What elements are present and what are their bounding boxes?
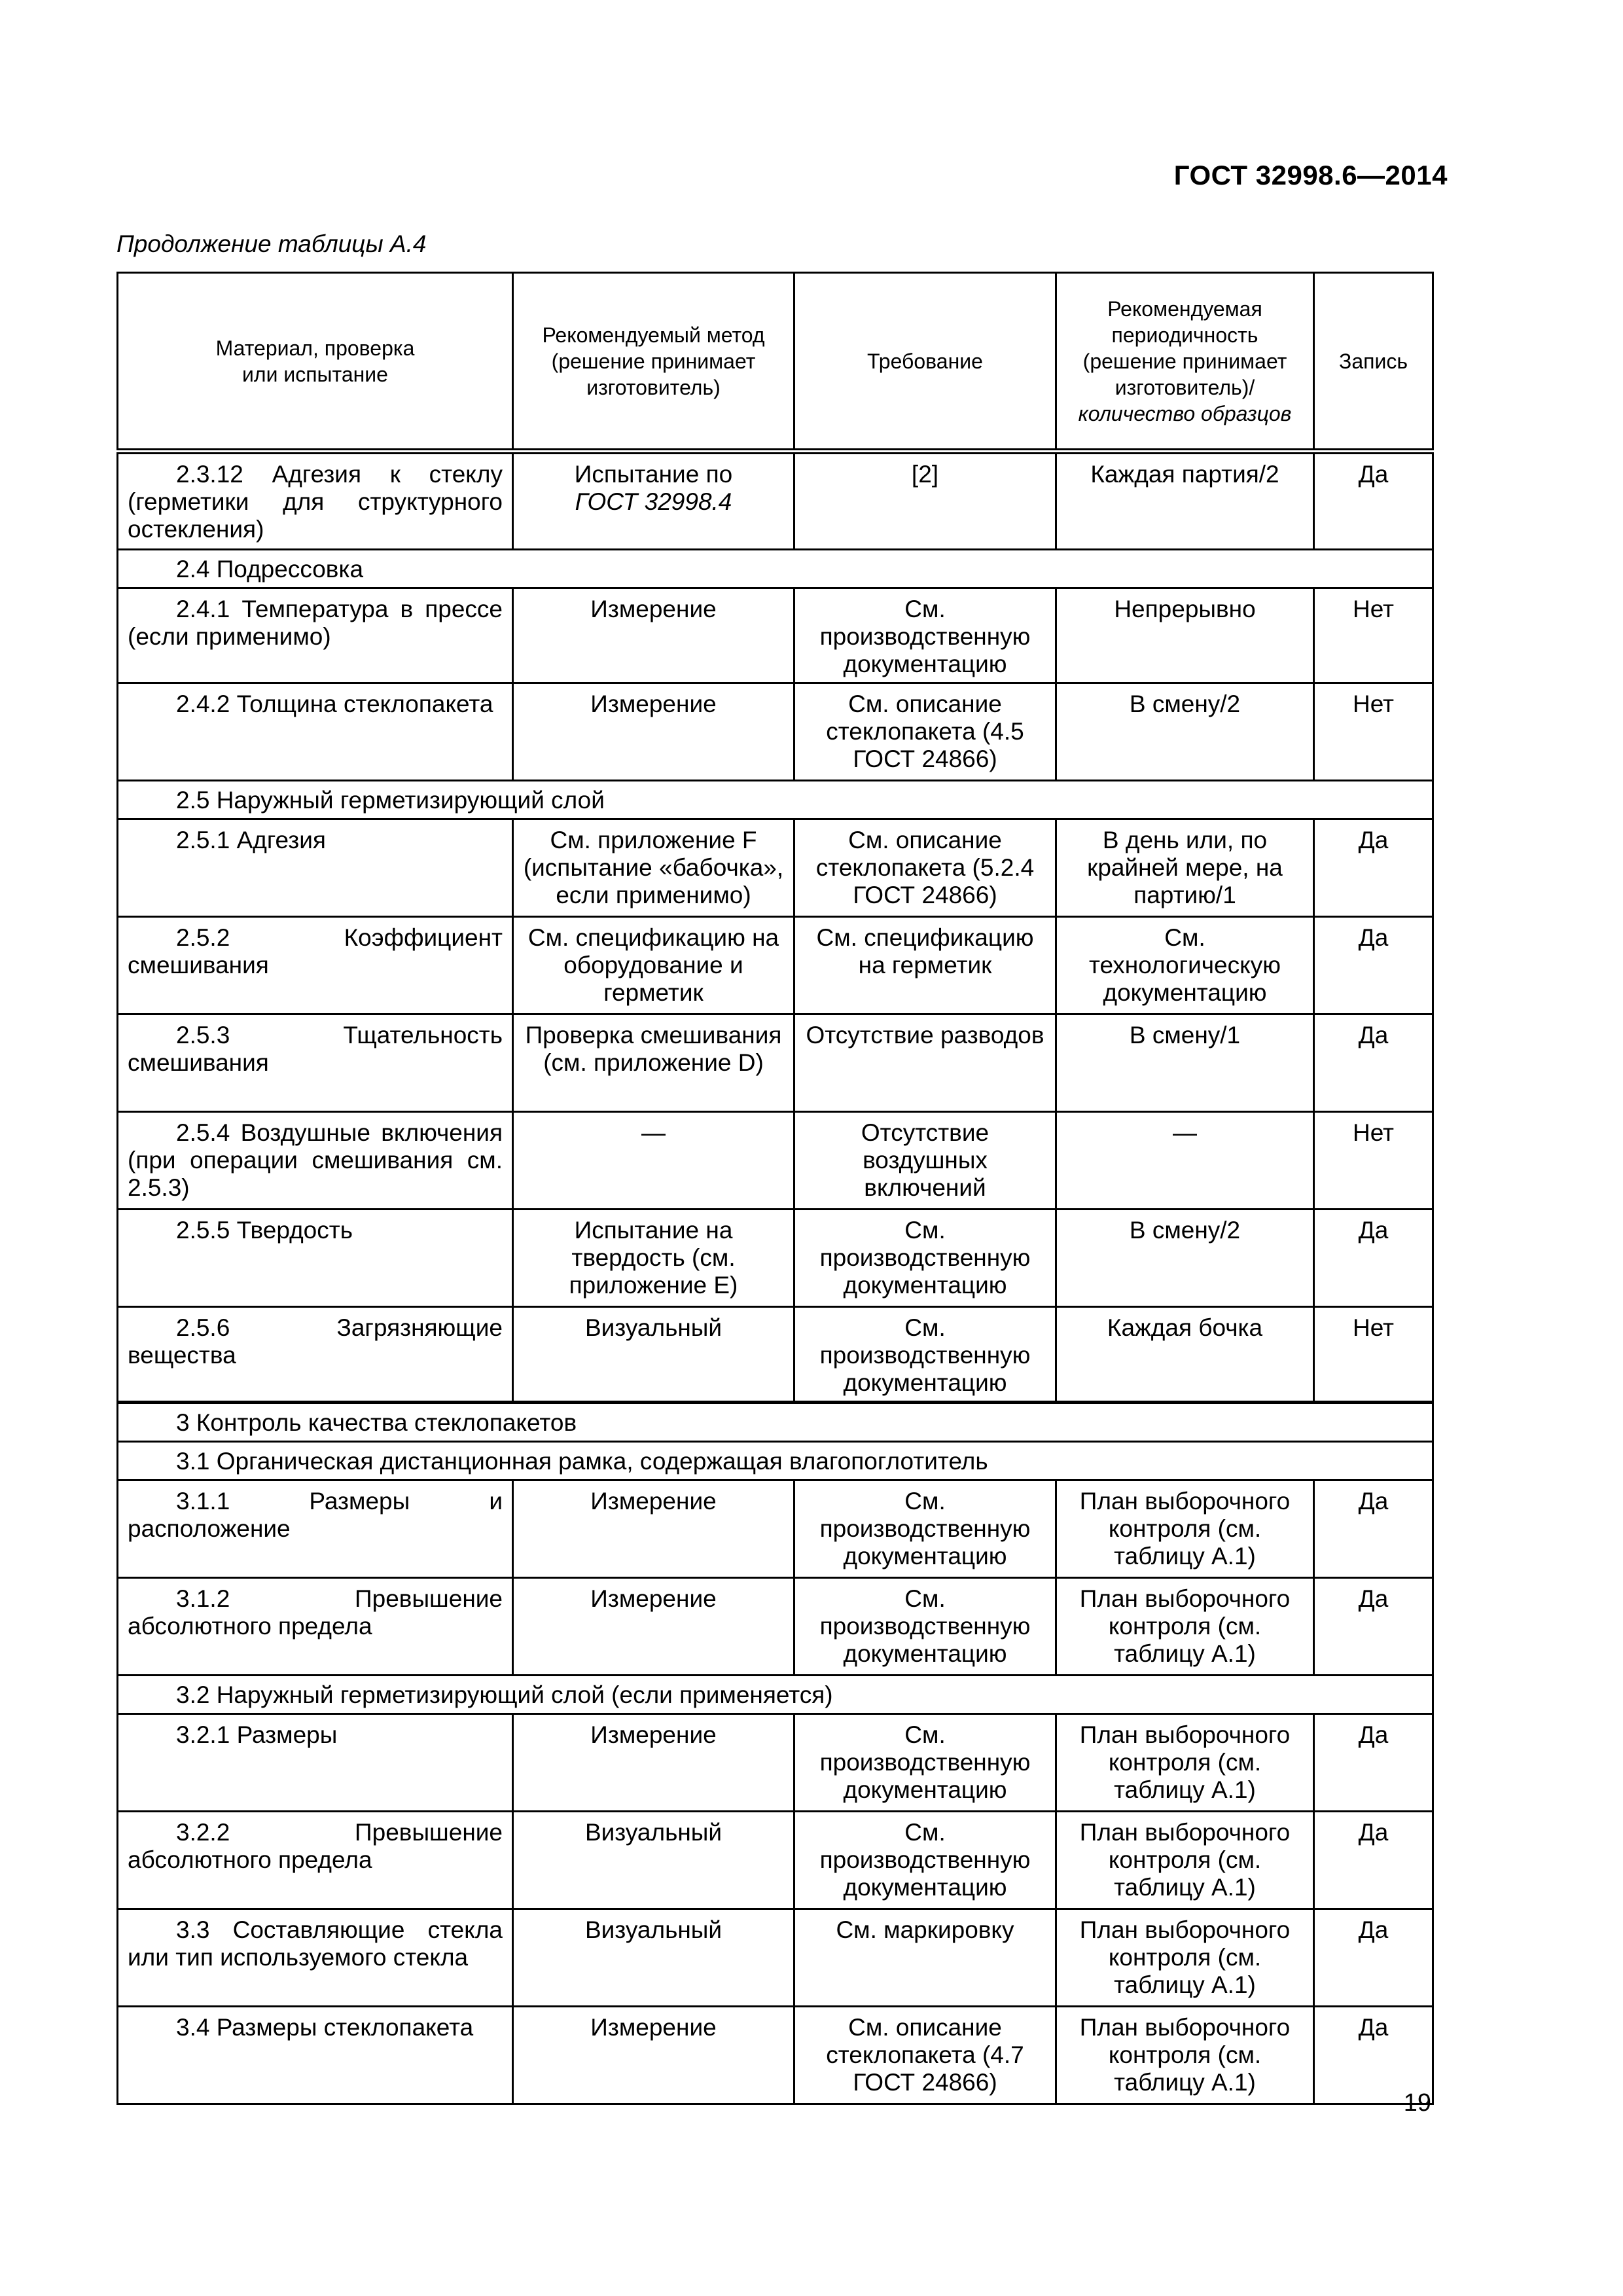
- cell-period: В смену/2: [1056, 683, 1314, 781]
- cell-record: Нет: [1314, 1307, 1433, 1403]
- cell-period: План выборочного контроля (см. таблицу А.1): [1056, 1812, 1314, 1909]
- cell-record: Да: [1314, 1714, 1433, 1812]
- table-row: [118, 1480, 1433, 1578]
- cell-item: 2.5.5 Твердость: [118, 1210, 513, 1307]
- table-row: [118, 1112, 1433, 1210]
- cell-period: В смену/1: [1056, 1014, 1314, 1112]
- cell-requirement: См. производственную документацию: [794, 1578, 1056, 1676]
- cell-method: Визуальный: [513, 1909, 794, 2007]
- cell-method: —: [513, 1112, 794, 1210]
- cell-item: 2.5.2 Коэффициент смешивания: [118, 917, 513, 1014]
- table-row: [118, 1014, 1433, 1112]
- cell-period: План выборочного контроля (см. таблицу А.1): [1056, 1909, 1314, 2007]
- cell-record: Да: [1314, 1480, 1433, 1578]
- cell-record: Да: [1314, 917, 1433, 1014]
- table-caption: Продолжение таблицы А.4: [116, 230, 427, 257]
- cell-record: Да: [1314, 2007, 1433, 2104]
- table-row: [118, 1307, 1433, 1403]
- table-row: [118, 917, 1433, 1014]
- cell-method: См. приложение F (испытание «бабочка», если применимо): [513, 819, 794, 917]
- table-row: [118, 1909, 1433, 2007]
- cell-record: Нет: [1314, 588, 1433, 683]
- cell-requirement: Отсутствие воздушных включений: [794, 1112, 1056, 1210]
- cell-record: Нет: [1314, 1112, 1433, 1210]
- cell-period: План выборочного контроля (см. таблицу А.1): [1056, 1578, 1314, 1676]
- table-row: [118, 683, 1433, 781]
- cell-method: Проверка смешивания (см. приложение D): [513, 1014, 794, 1112]
- section-row: [118, 781, 1433, 819]
- section-row: [118, 550, 1433, 588]
- section-row: [118, 1442, 1433, 1480]
- cell-record: Нет: [1314, 683, 1433, 781]
- cell-requirement: См. производственную документацию: [794, 1480, 1056, 1578]
- cell-method: Испытание по ГОСТ 32998.4: [513, 452, 794, 550]
- table-body: [118, 452, 1433, 2104]
- table-row: [118, 452, 1433, 550]
- cell-requirement: См. описание стеклопакета (4.5 ГОСТ 24866): [794, 683, 1056, 781]
- cell-method: Испытание на твердость (см. приложение Е): [513, 1210, 794, 1307]
- cell-method: Измерение: [513, 2007, 794, 2104]
- header-record: Запись: [1314, 273, 1433, 452]
- section-title: 2.4 Подрессовка: [118, 550, 1433, 588]
- section-title: 2.5 Наружный герметизирующий слой: [118, 781, 1433, 819]
- cell-item: 3.1.1 Размеры и расположение: [118, 1480, 513, 1578]
- cell-period: Непрерывно: [1056, 588, 1314, 683]
- table-row: [118, 588, 1433, 683]
- cell-period: План выборочного контроля (см. таблицу А.1): [1056, 1480, 1314, 1578]
- cell-requirement: См. производственную документацию: [794, 1307, 1056, 1403]
- table-row: [118, 1812, 1433, 1909]
- section-row: [118, 1676, 1433, 1714]
- table-row: [118, 819, 1433, 917]
- cell-item: 3.3 Составляющие стекла или тип используемого стекла: [118, 1909, 513, 2007]
- header-method: Рекомендуемый метод (решение принимает изготовитель): [513, 273, 794, 452]
- page-number: 19: [1403, 2089, 1431, 2117]
- cell-item: 2.3.12 Адгезия к стеклу (герметики для структурного остекления): [118, 452, 513, 550]
- cell-item: 3.2.1 Размеры: [118, 1714, 513, 1812]
- header-requirement: Требование: [794, 273, 1056, 452]
- cell-requirement: См. производственную документацию: [794, 1210, 1056, 1307]
- section-row: [118, 1403, 1433, 1442]
- cell-item: 3.4 Размеры стеклопакета: [118, 2007, 513, 2104]
- standard-designation: ГОСТ 32998.6—2014: [1173, 160, 1448, 190]
- cell-period: В смену/2: [1056, 1210, 1314, 1307]
- table-row: [118, 1714, 1433, 1812]
- cell-period: В день или, по крайней мере, на партию/1: [1056, 819, 1314, 917]
- header-material: Материал, проверка или испытание: [118, 273, 513, 452]
- cell-requirement: См. маркировку: [794, 1909, 1056, 2007]
- cell-method: См. спецификацию на оборудование и герметик: [513, 917, 794, 1014]
- cell-item: 2.5.6 Загрязняющие вещества: [118, 1307, 513, 1403]
- cell-item: 3.2.2 Превышение абсолютного предела: [118, 1812, 513, 1909]
- cell-record: Да: [1314, 1909, 1433, 2007]
- header-periodicity: Рекомендуемая периодичность (решение принимает изготовитель)/ количество образцов: [1056, 273, 1314, 452]
- section-title: 3 Контроль качества стеклопакетов: [118, 1403, 1433, 1442]
- cell-requirement: См. спецификацию на герметик: [794, 917, 1056, 1014]
- inspection-table: [116, 272, 1434, 2105]
- table-row: [118, 2007, 1433, 2104]
- cell-requirement: См. производственную документацию: [794, 1812, 1056, 1909]
- cell-item: 2.5.4 Воздушные включения (при операции смешивания см. 2.5.3): [118, 1112, 513, 1210]
- cell-requirement: [2]: [794, 452, 1056, 550]
- cell-item: 2.5.1 Адгезия: [118, 819, 513, 917]
- cell-period: См. технологическую документацию: [1056, 917, 1314, 1014]
- section-title: 3.2 Наружный герметизирующий слой (если применяется): [118, 1676, 1433, 1714]
- cell-method: Измерение: [513, 1480, 794, 1578]
- cell-requirement: См. описание стеклопакета (5.2.4 ГОСТ 24866): [794, 819, 1056, 917]
- cell-period: —: [1056, 1112, 1314, 1210]
- cell-record: Да: [1314, 1812, 1433, 1909]
- cell-method: Измерение: [513, 588, 794, 683]
- cell-item: 2.4.2 Толщина стеклопакета: [118, 683, 513, 781]
- cell-record: Да: [1314, 1210, 1433, 1307]
- cell-requirement: См. производственную документацию: [794, 588, 1056, 683]
- cell-item: 3.1.2 Превышение абсолютного предела: [118, 1578, 513, 1676]
- cell-item: 2.4.1 Температура в прессе (если применимо): [118, 588, 513, 683]
- cell-requirement: См. производственную документацию: [794, 1714, 1056, 1812]
- cell-item: 2.5.3 Тщательность смешивания: [118, 1014, 513, 1112]
- cell-period: Каждая партия/2: [1056, 452, 1314, 550]
- cell-period: План выборочного контроля (см. таблицу А.1): [1056, 1714, 1314, 1812]
- cell-method: Измерение: [513, 683, 794, 781]
- table-header: [118, 273, 1433, 452]
- table-row: [118, 1578, 1433, 1676]
- cell-method: Визуальный: [513, 1307, 794, 1403]
- cell-record: Да: [1314, 452, 1433, 550]
- cell-period: Каждая бочка: [1056, 1307, 1314, 1403]
- table-row: [118, 1210, 1433, 1307]
- cell-record: Да: [1314, 819, 1433, 917]
- cell-requirement: См. описание стеклопакета (4.7 ГОСТ 24866): [794, 2007, 1056, 2104]
- cell-method: Измерение: [513, 1578, 794, 1676]
- cell-period: План выборочного контроля (см. таблицу А.1): [1056, 2007, 1314, 2104]
- cell-record: Да: [1314, 1578, 1433, 1676]
- cell-requirement: Отсутствие разводов: [794, 1014, 1056, 1112]
- section-title: 3.1 Органическая дистанционная рамка, содержащая влагопоглотитель: [118, 1442, 1433, 1480]
- cell-method: Визуальный: [513, 1812, 794, 1909]
- cell-record: Да: [1314, 1014, 1433, 1112]
- cell-method: Измерение: [513, 1714, 794, 1812]
